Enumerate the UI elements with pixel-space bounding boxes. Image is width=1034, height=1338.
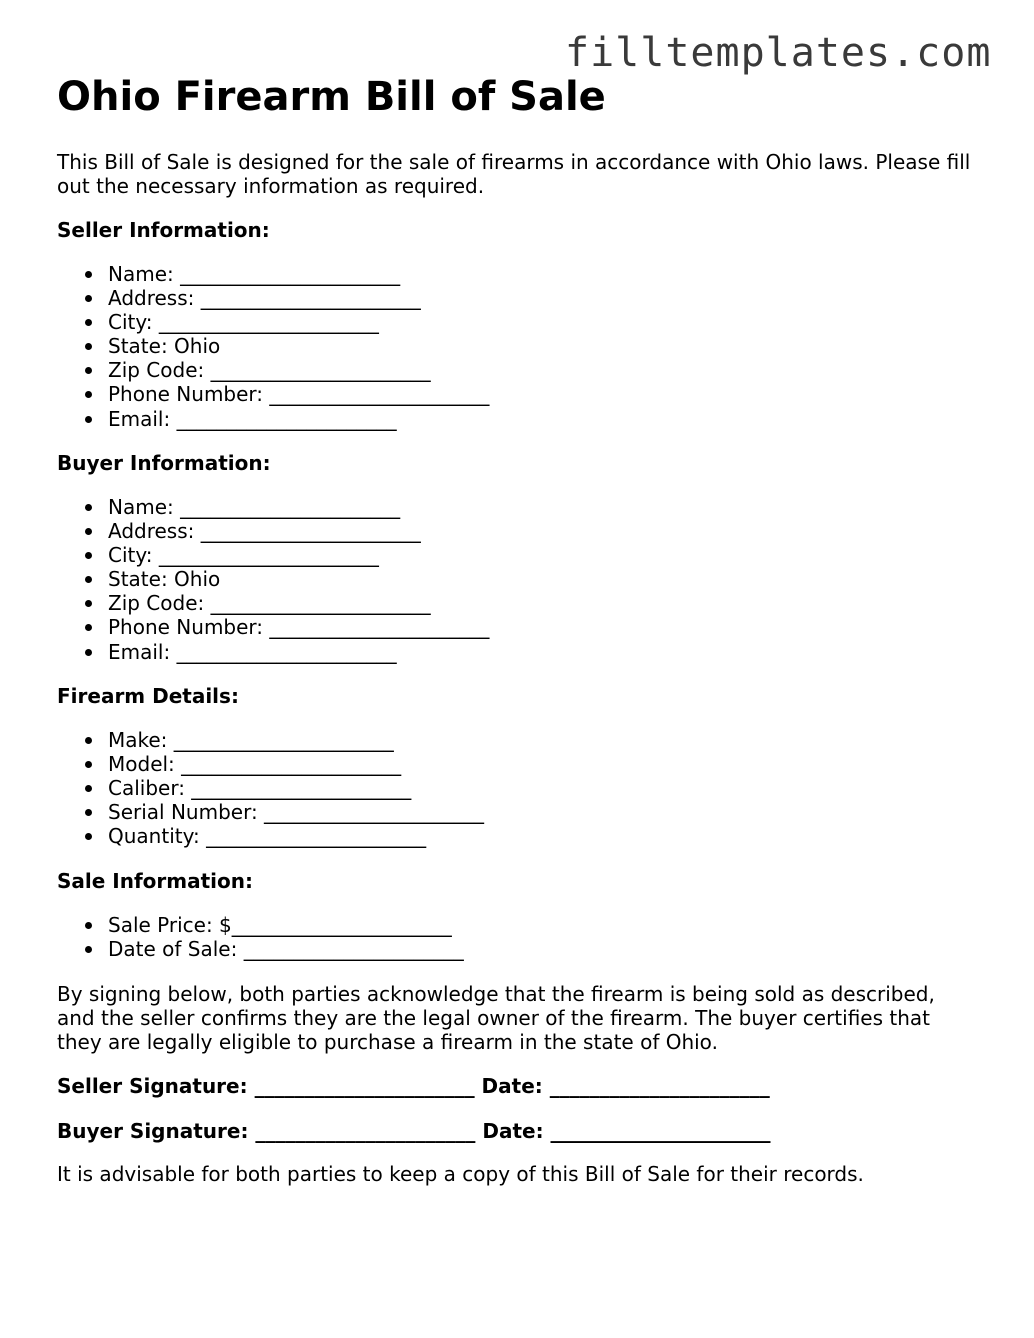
watermark: filltemplates.com bbox=[565, 30, 992, 76]
firearm-serial-field: Serial Number: ______________________ bbox=[108, 800, 485, 825]
seller-zip-field: Zip Code: ______________________ bbox=[108, 358, 489, 382]
buyer-field-list bbox=[57, 495, 489, 664]
firearm-quantity-field: Quantity: ______________________ bbox=[108, 824, 484, 848]
sale-price-field: Sale Price: $______________________ bbox=[108, 913, 464, 937]
buyer-email-field: Email: ______________________ bbox=[108, 640, 489, 664]
seller-city-field: City: ______________________ bbox=[108, 310, 489, 334]
buyer-state-field: State: Ohio bbox=[108, 567, 489, 591]
firearm-make-field: Make: ______________________ bbox=[108, 728, 484, 752]
seller-email-field: Email: ______________________ bbox=[108, 407, 489, 431]
buyer-signature-line: Buyer Signature: ______________________ Date: ______________________ bbox=[57, 1119, 771, 1143]
seller-address-field: Address: ______________________ bbox=[108, 286, 489, 310]
buyer-phone-field: Phone Number: ______________________ bbox=[108, 615, 490, 640]
seller-name-field: Name: ______________________ bbox=[108, 262, 489, 286]
seller-heading: Seller Information: bbox=[57, 218, 270, 242]
buyer-address-field: Address: ______________________ bbox=[108, 519, 489, 543]
seller-state-field: State: Ohio bbox=[108, 334, 489, 358]
buyer-zip-field: Zip Code: ______________________ bbox=[108, 591, 489, 615]
firearm-field-list bbox=[57, 728, 484, 848]
acknowledgment-paragraph: By signing below, both parties acknowledge that the firearm is being sold as described, and the seller confirms they are the legal owner of the firearm. The buyer certifies that they are legally eligible to purchase a firearm in the state of Ohio. bbox=[57, 982, 935, 1054]
closing-note: It is advisable for both parties to keep a copy of this Bill of Sale for their records. bbox=[57, 1162, 864, 1186]
buyer-name-field: Name: ______________________ bbox=[108, 495, 489, 519]
seller-field-list bbox=[57, 262, 489, 431]
firearm-caliber-field: Caliber: ______________________ bbox=[108, 776, 484, 800]
sale-heading: Sale Information: bbox=[57, 869, 253, 893]
sale-date-field: Date of Sale: ______________________ bbox=[108, 937, 464, 962]
firearm-heading: Firearm Details: bbox=[57, 684, 239, 708]
buyer-heading: Buyer Information: bbox=[57, 451, 271, 475]
sale-field-list bbox=[57, 913, 464, 961]
page-title: Ohio Firearm Bill of Sale bbox=[57, 74, 606, 120]
firearm-model-field: Model: ______________________ bbox=[108, 752, 484, 776]
seller-signature-line: Seller Signature: ______________________ Date: ______________________ bbox=[57, 1074, 770, 1098]
seller-phone-field: Phone Number: ______________________ bbox=[108, 382, 490, 407]
intro-paragraph: This Bill of Sale is designed for the sale of firearms in accordance with Ohio laws. Please fill out the necessary information as required. bbox=[57, 150, 971, 198]
buyer-city-field: City: ______________________ bbox=[108, 543, 489, 567]
